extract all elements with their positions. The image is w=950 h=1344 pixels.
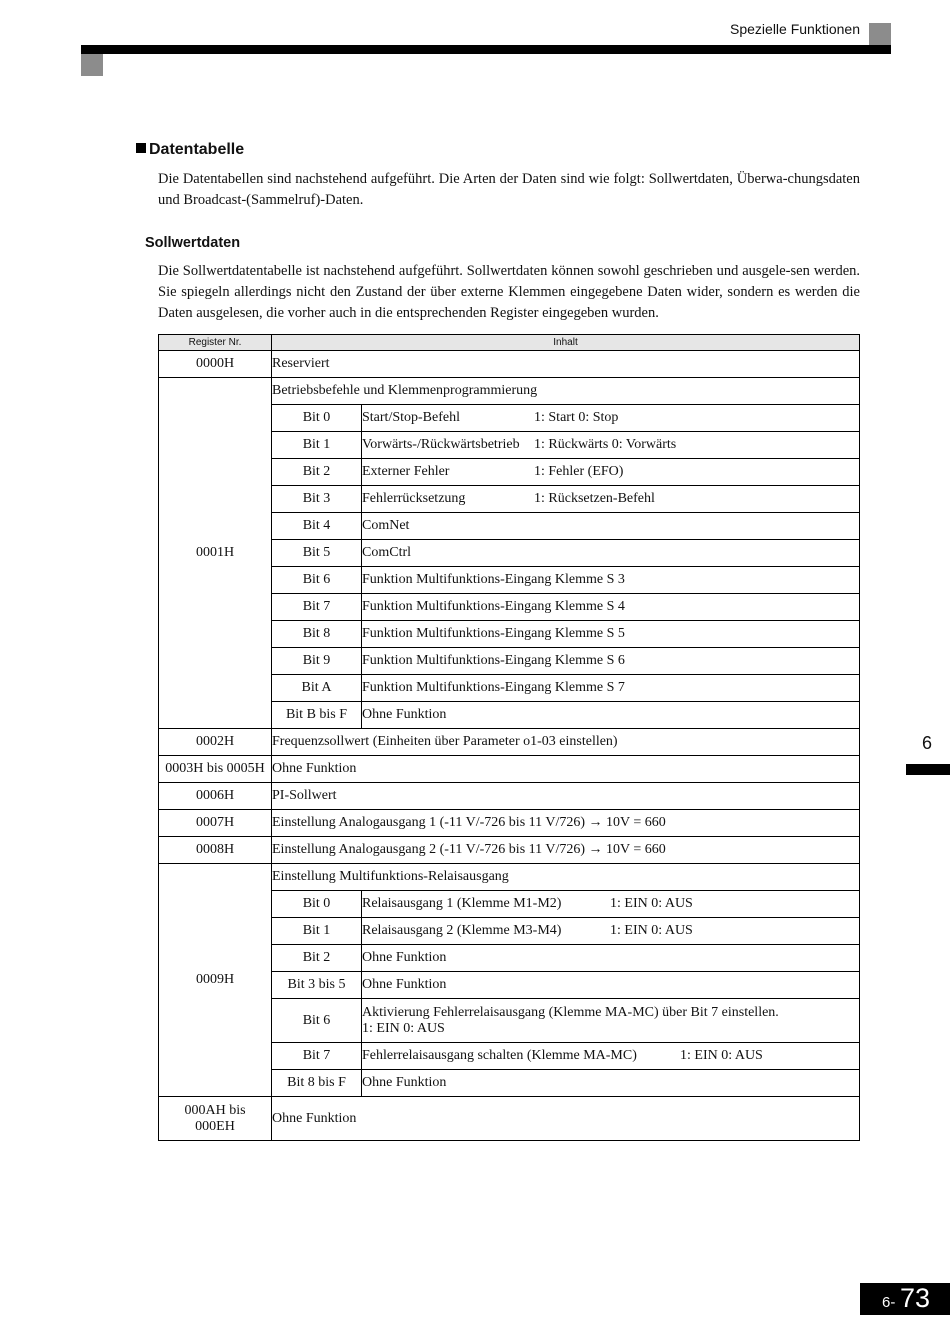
content-cell: Einstellung Analogausgang 1 (-11 V/-726 bis 11 V/726) → 10V = 660 (272, 810, 860, 837)
bit-cell: Bit 8 (272, 621, 362, 648)
bit-desc-cell (362, 432, 860, 459)
section-title: Datentabelle (149, 141, 245, 158)
bit-desc: Relaisausgang 2 (Klemme M3-M4) (362, 923, 562, 938)
table-header (159, 335, 860, 351)
bit-desc-cell: Ohne Funktion (362, 702, 860, 729)
bit-cell: Bit 3 (272, 486, 362, 513)
col-content: Inhalt (272, 335, 860, 351)
page-number-box (860, 1283, 950, 1315)
subsection-title: Sollwertdaten (145, 235, 241, 251)
bit-desc-cell: Funktion Multifunktions-Eingang Klemme S 3 (362, 567, 860, 594)
col-register: Register Nr. (159, 335, 272, 351)
bit-cell: Bit 3 bis 5 (272, 972, 362, 999)
bit-desc-cell (362, 459, 860, 486)
bit-desc: Relaisausgang 1 (Klemme M1-M2) (362, 896, 562, 911)
bit-value: 1: EIN 0: AUS (610, 923, 693, 938)
header-left-square (81, 54, 103, 76)
register-cell: 0001H (159, 378, 272, 729)
bit-cell: Bit 0 (272, 405, 362, 432)
content-cell: Ohne Funktion (272, 1097, 860, 1141)
bit-desc-cell (362, 486, 860, 513)
bit-desc-cell (362, 1043, 860, 1070)
bit-desc: Aktivierung Fehlerrelaisausgang (Klemme MA-MC) über Bit 7 einstellen. (362, 1004, 779, 1020)
data-table (158, 334, 860, 1141)
register-line: 000EH (195, 1118, 235, 1134)
register-line: 000AH bis (184, 1102, 246, 1118)
register-cell: 0006H (159, 783, 272, 810)
bit-desc-cell: Ohne Funktion (362, 972, 860, 999)
header-square (869, 23, 891, 45)
bit-value: 1: EIN 0: AUS (610, 896, 693, 911)
bit-desc: Fehlerrelaisausgang schalten (Klemme MA-MC) (362, 1048, 637, 1063)
register-cell: 0000H (159, 351, 272, 378)
bit-cell: Bit A (272, 675, 362, 702)
bit-value: 1: EIN 0: AUS (680, 1048, 763, 1063)
table-row (159, 378, 860, 405)
bit-cell: Bit 4 (272, 513, 362, 540)
register-cell: 0008H (159, 837, 272, 864)
bit-desc-cell (362, 918, 860, 945)
bit-desc: Vorwärts-/Rückwärtsbetrieb (362, 437, 520, 452)
page-prefix: 6- (882, 1294, 896, 1311)
group-title-cell: Betriebsbefehle und Klemmenprogrammierung (272, 378, 860, 405)
bit-cell: Bit 0 (272, 891, 362, 918)
subsection-text: Die Sollwertdatentabelle ist nachstehend aufgeführt. Sollwertdaten können sowohl geschrieben und ausgele-sen werden. Sie spiegeln allerdings nicht den Zustand der über externe Klemmen eingegebene Daten wider, sondern es werden die Daten ausgelesen, die vorher auch in die entsprechenden Register eingegeben wurden. (158, 263, 860, 321)
register-cell (159, 1097, 272, 1141)
register-cell: 0007H (159, 810, 272, 837)
bit-cell: Bit 7 (272, 594, 362, 621)
bit-cell: Bit B bis F (272, 702, 362, 729)
table-row (159, 864, 860, 891)
bit-cell: Bit 5 (272, 540, 362, 567)
content-cell: Einstellung Analogausgang 2 (-11 V/-726 bis 11 V/726) → 10V = 660 (272, 837, 860, 864)
bit-value: 1: Fehler (EFO) (534, 464, 624, 479)
bit-desc-cell (362, 891, 860, 918)
bit-desc-cell: Funktion Multifunktions-Eingang Klemme S 5 (362, 621, 860, 648)
bit-value: 1: Rückwärts 0: Vorwärts (534, 437, 677, 452)
table-row (159, 1097, 860, 1141)
content-cell: Frequenzsollwert (Einheiten über Parameter o1-03 einstellen) (272, 729, 860, 756)
content-cell: Ohne Funktion (272, 756, 860, 783)
bit-desc-cell: ComNet (362, 513, 860, 540)
bit-cell: Bit 7 (272, 1043, 362, 1070)
header-title: Spezielle Funktionen (730, 21, 860, 37)
table-row (159, 837, 860, 864)
bit-desc-cell (362, 999, 860, 1043)
bit-desc-cell: Funktion Multifunktions-Eingang Klemme S 6 (362, 648, 860, 675)
table-row (159, 351, 860, 378)
bit-desc-cell: Ohne Funktion (362, 1070, 860, 1097)
bit-desc-cell: Ohne Funktion (362, 945, 860, 972)
content-cell: PI-Sollwert (272, 783, 860, 810)
bit-cell: Bit 8 bis F (272, 1070, 362, 1097)
bit-cell: Bit 1 (272, 432, 362, 459)
bit-desc-cell: Funktion Multifunktions-Eingang Klemme S 7 (362, 675, 860, 702)
chapter-tab-bar (906, 764, 950, 775)
bit-cell: Bit 2 (272, 459, 362, 486)
page-number: 73 (900, 1283, 931, 1313)
bit-value: 1: Start 0: Stop (534, 410, 619, 425)
square-bullet-icon (136, 143, 146, 153)
bit-desc: Externer Fehler (362, 464, 450, 479)
bit-desc-cell (362, 405, 860, 432)
table-row (159, 729, 860, 756)
group-title-cell: Einstellung Multifunktions-Relaisausgang (272, 864, 860, 891)
section-heading (136, 141, 244, 159)
bit-cell: Bit 1 (272, 918, 362, 945)
bit-cell: Bit 6 (272, 567, 362, 594)
register-cell: 0003H bis 0005H (159, 756, 272, 783)
bit-desc: Fehlerrücksetzung (362, 491, 466, 506)
bit-cell: Bit 6 (272, 999, 362, 1043)
bit-value: 1: EIN 0: AUS (362, 1020, 445, 1036)
bit-cell: Bit 9 (272, 648, 362, 675)
content-cell: Reserviert (272, 351, 860, 378)
table-row (159, 756, 860, 783)
chapter-tab-number: 6 (922, 733, 933, 753)
register-cell: 0009H (159, 864, 272, 1097)
header-bar (81, 45, 891, 54)
bit-desc: Start/Stop-Befehl (362, 410, 460, 425)
register-cell: 0002H (159, 729, 272, 756)
bit-desc-cell: ComCtrl (362, 540, 860, 567)
bit-cell: Bit 2 (272, 945, 362, 972)
section-intro: Die Datentabellen sind nachstehend aufgeführt. Die Arten der Daten sind wie folgt: Sollwertdaten, Überwa-chungsdaten und Broadcast-(Sammelruf)-Daten. (158, 171, 860, 208)
bit-value: 1: Rücksetzen-Befehl (534, 491, 655, 506)
bit-desc-cell: Funktion Multifunktions-Eingang Klemme S 4 (362, 594, 860, 621)
table-row (159, 810, 860, 837)
table-row (159, 783, 860, 810)
